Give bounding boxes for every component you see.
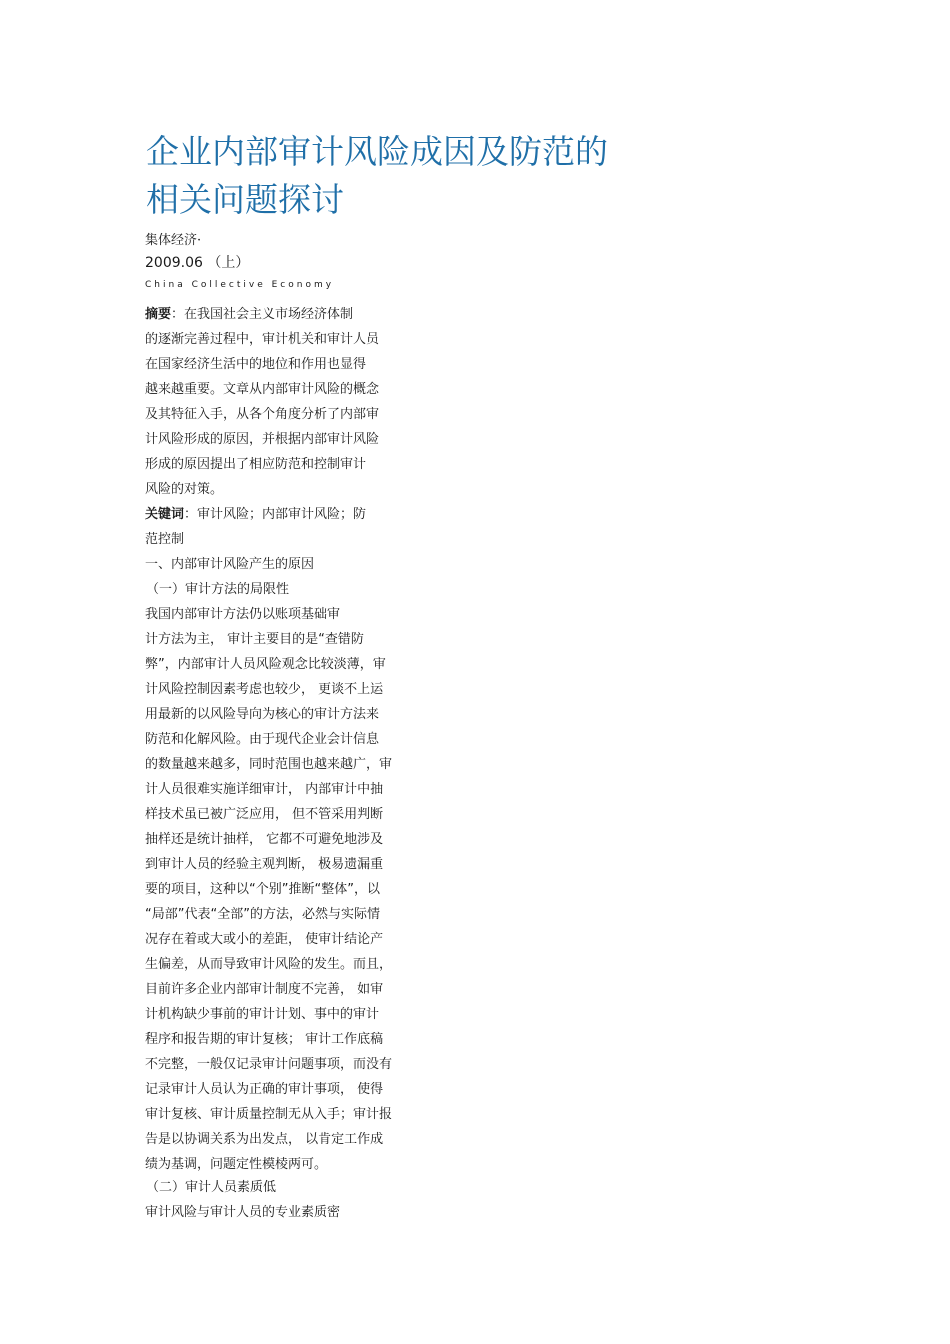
abstract-line: 计风险形成的原因，并根据内部审计风险	[145, 432, 380, 447]
abstract-label: 摘要	[145, 307, 172, 322]
abstract-line	[145, 303, 353, 322]
subsection-heading: （二）审计人员素质低	[146, 1180, 277, 1195]
article-title	[146, 128, 608, 224]
body-line: 计机构缺少事前的审计计划、事中的审计	[145, 1007, 380, 1022]
body-line: 不完整，一般仅记录审计问题事项，而没有	[145, 1057, 393, 1072]
body-line: 的数量越来越多，同时范围也越来越广，审	[145, 757, 393, 772]
journal-issue: 2009.06 （上）	[145, 255, 250, 271]
subsection-heading: （一）审计方法的局限性	[146, 582, 290, 597]
abstract-line: 及其特征入手，从各个角度分析了内部审	[145, 407, 380, 422]
body-line: 况存在着或大或小的差距， 使审计结论产	[145, 932, 384, 947]
body-line: 样技术虽已被广泛应用， 但不管采用判断	[145, 807, 384, 822]
body-line: 我国内部审计方法仍以账项基础审	[145, 607, 341, 622]
abstract-line: 在国家经济生活中的地位和作用也显得	[145, 357, 367, 372]
body-line: 要的项目，这种以“个别”推断“整体”，以	[145, 882, 380, 897]
abstract-text: ：在我国社会主义市场经济体制	[171, 307, 354, 322]
body-line: 弊”，内部审计人员风险观念比较淡薄，审	[145, 657, 386, 672]
abstract-line: 风险的对策。	[145, 482, 224, 497]
body-line: 生偏差，从而导致审计风险的发生。而且，	[145, 957, 393, 972]
abstract-line: 形成的原因提出了相应防范和控制审计	[145, 457, 367, 472]
body-line: 计方法为主， 审计主要目的是“查错防	[145, 632, 364, 647]
keywords-label: 关键词	[145, 507, 185, 522]
body-line: 程序和报告期的审计复核； 审计工作底稿	[145, 1032, 384, 1047]
body-line: “局部”代表“全部”的方法，必然与实际情	[145, 907, 380, 922]
abstract-line: 的逐渐完善过程中，审计机关和审计人员	[145, 332, 380, 347]
keywords-line: 范控制	[145, 532, 185, 547]
body-line: 告是以协调关系为出发点， 以肯定工作成	[145, 1132, 384, 1147]
section-heading: 一、内部审计风险产生的原因	[145, 557, 315, 572]
body-line: 审计风险与审计人员的专业素质密	[145, 1205, 341, 1220]
body-line: 审计复核、审计质量控制无从入手；审计报	[145, 1107, 393, 1122]
journal-name: 集体经济·	[145, 233, 202, 248]
abstract-line: 越来越重要。文章从内部审计风险的概念	[145, 382, 380, 397]
body-line: 计人员很难实施详细审计， 内部审计中抽	[145, 782, 384, 797]
body-line: 到审计人员的经验主观判断， 极易遗漏重	[145, 857, 384, 872]
title-line-2: 相关问题探讨	[146, 180, 344, 219]
body-line: 记录审计人员认为正确的审计事项， 使得	[145, 1082, 384, 1097]
body-line: 目前许多企业内部审计制度不完善， 如审	[145, 982, 384, 997]
body-line: 计风险控制因素考虑也较少， 更谈不上运	[145, 682, 384, 697]
body-line: 用最新的以风险导向为核心的审计方法来	[145, 707, 380, 722]
keywords-text: ：审计风险；内部审计风险；防	[184, 507, 367, 522]
keywords-line	[145, 503, 366, 522]
body-line: 抽样还是统计抽样， 它都不可避免地涉及	[145, 832, 384, 847]
body-line: 绩为基调，问题定性模棱两可。	[145, 1157, 328, 1172]
title-line-1: 企业内部审计风险成因及防范的	[146, 132, 608, 171]
journal-name-en: China Collective Economy	[145, 280, 335, 290]
body-line: 防范和化解风险。由于现代企业会计信息	[145, 732, 380, 747]
